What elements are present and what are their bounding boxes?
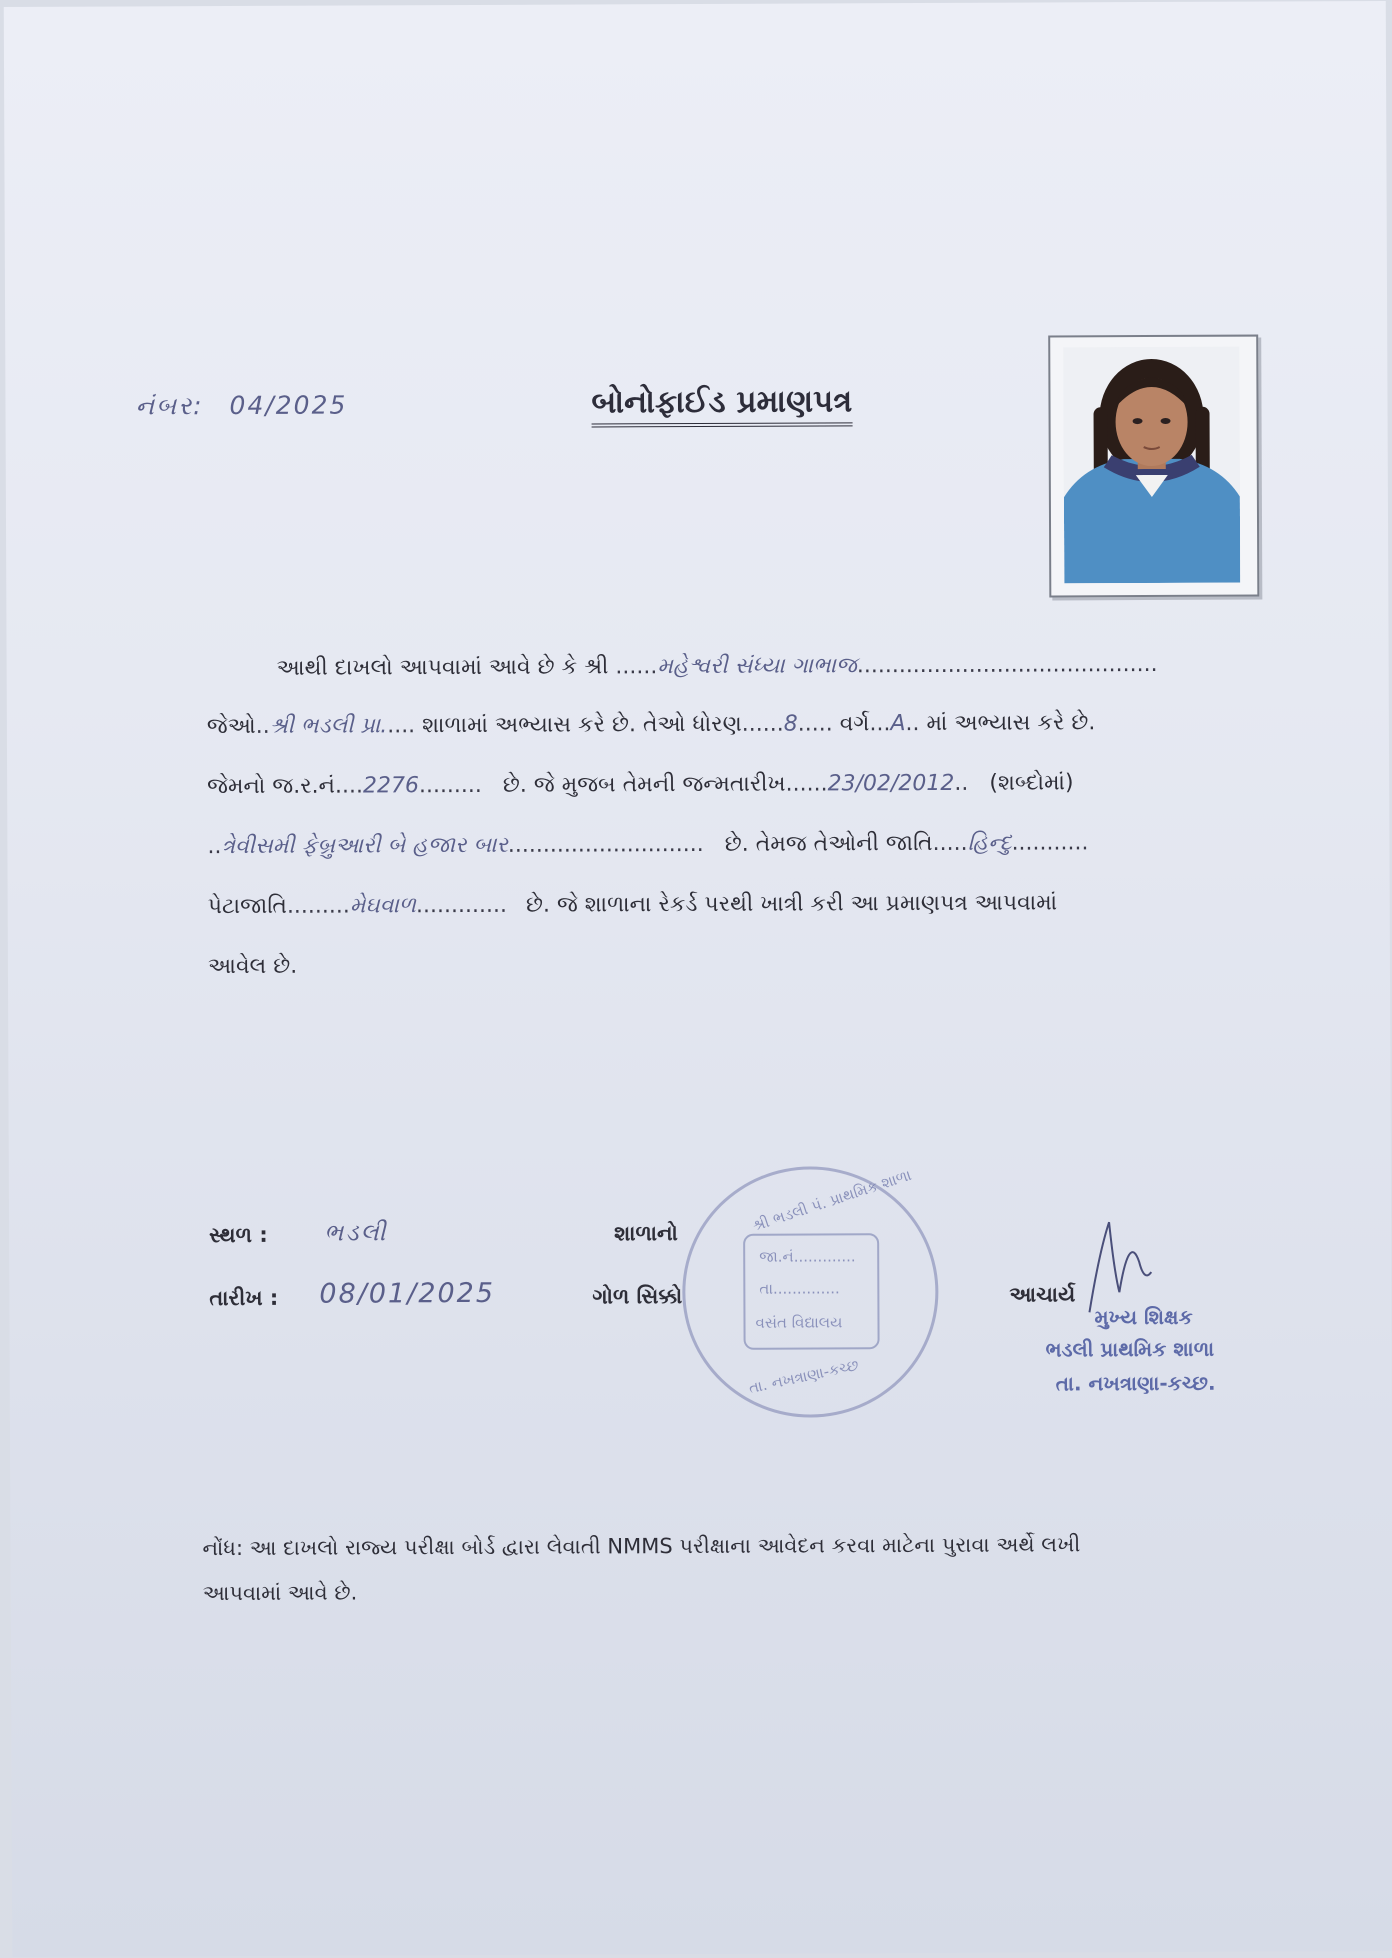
number-label: નંબર: bbox=[135, 391, 204, 421]
line3-suffix: (શબ્દોમાં) bbox=[989, 770, 1074, 796]
note-line-2: આપવામાં આવે છે. bbox=[202, 1580, 358, 1606]
caste-value: હિન્દુ bbox=[967, 830, 1012, 856]
seal-inner-box bbox=[743, 1233, 880, 1350]
line1-prefix: આથી દાખલો આપવામાં આવે છે કે શ્રી bbox=[276, 654, 609, 681]
division-value: A bbox=[890, 711, 906, 737]
seal-label-1: શાળાનો bbox=[614, 1221, 678, 1246]
line3-prefix: જેમનો જ.ર.નં. bbox=[207, 773, 343, 800]
school-round-seal bbox=[682, 1166, 939, 1418]
date-label: તારીખ : bbox=[209, 1285, 279, 1311]
stamp-line-2: ભડલી પ્રાથમિક શાળા bbox=[1045, 1336, 1215, 1362]
page-title: બોનોફાઈડ પ્રમાણપત્ર bbox=[591, 383, 852, 427]
body-line-3: જેમનો જ.ર.નં....2276......... છે. જે મુજબ તેમની જન્મતારીખ......23/02/2012.. (શબ્દોમાં) bbox=[207, 770, 1074, 800]
seal-inner-1: જા.નં............. bbox=[759, 1247, 856, 1266]
line2-suffix: માં અભ્યાસ કરે છે. bbox=[926, 710, 1096, 737]
body-line-5: પેટાજાતિ.........મેઘવાળ............. છે. જે શાળાના રેકર્ડ પરથી ખાત્રી કરી આ પ્રમાણપત્ર આપવામાં bbox=[207, 890, 1058, 920]
line2-class-label: વર્ગ bbox=[839, 711, 870, 737]
line3-mid: છે. જે મુજબ તેમની જન્મતારીખ bbox=[502, 771, 786, 798]
place-value: ભડલી bbox=[324, 1218, 388, 1247]
student-photo bbox=[1048, 335, 1259, 598]
birth-date: 23/02/2012 bbox=[827, 770, 955, 797]
number-value: 04/2025 bbox=[229, 390, 348, 421]
body-line-1: આથી દાખલો આપવામાં આવે છે કે શ્રી ......મહેશ્વરી સંધ્યા ગાભાજ........................................... bbox=[276, 651, 1158, 681]
certificate-number bbox=[135, 391, 347, 422]
seal-outer-text: શ્રી ભડલી પં. પ્રાથમિક શાળા bbox=[750, 1165, 914, 1235]
seal-label-2: ગોળ સિક્કો bbox=[592, 1284, 683, 1309]
date-value: 08/01/2025 bbox=[319, 1277, 496, 1310]
certificate-sheet bbox=[4, 1, 1392, 1957]
line5-prefix: પેટાજાતિ bbox=[207, 893, 287, 920]
seal-inner-2: તા.............. bbox=[759, 1279, 840, 1298]
student-name: મહેશ્વરી સંધ્યા ગાભાજ bbox=[657, 653, 857, 680]
place-label: સ્થળ : bbox=[209, 1222, 268, 1248]
line4-mid: છે. તેમજ તેઓની જાતિ bbox=[724, 830, 933, 857]
birth-date-words: ત્રેવીસમી ફેબ્રુઆરી બે હજાર બાર bbox=[221, 832, 508, 860]
body-line-4: ..ત્રેવીસમી ફેબ્રુઆરી બે હજાર બાર............................ છે. તેમજ તેઓની જાતિ.....હિન્દુ........... bbox=[207, 830, 1089, 860]
school-name: શ્રી ભડલી પ્રા. bbox=[269, 713, 388, 739]
gr-number: 2276 bbox=[362, 773, 419, 799]
body-line-6: આવેલ છે. bbox=[207, 953, 298, 980]
seal-bottom-text: તા. નખત્રાણા-કચ્છ bbox=[747, 1355, 861, 1398]
line2-mid: શાળામાં અભ્યાસ કરે છે. તેઓ ધોરણ bbox=[422, 711, 742, 739]
seal-inner-3: વસંત વિદ્યાલય bbox=[755, 1313, 843, 1332]
student-photo-image bbox=[1063, 347, 1240, 584]
standard-value: 8 bbox=[783, 711, 798, 737]
stamp-line-1: મુખ્ય શિક્ષક bbox=[1094, 1304, 1193, 1330]
line5-suffix: છે. જે શાળાના રેકર્ડ પરથી ખાત્રી કરી આ પ્રમાણપત્ર આપવામાં bbox=[525, 890, 1058, 918]
line2-prefix: જેઓ bbox=[206, 713, 256, 740]
note-line-1: નોંધ: આ દાખલો રાજ્ય પરીક્ષા બોર્ડ દ્વારા લેવાતી NMMS પરીક્ષાના આવેદન કરવા માટેના પુરાવા અર્થે લખી bbox=[202, 1532, 1081, 1561]
body-line-2: જેઓ..શ્રી ભડલી પ્રા..... શાળામાં અભ્યાસ કરે છે. તેઓ ધોરણ......8..... વર્ગ...A.. માં અભ્યાસ કરે છે. bbox=[206, 710, 1096, 740]
stamp-line-3: તા. નખત્રાણા-કચ્છ. bbox=[1055, 1370, 1216, 1396]
sub-caste-value: મેઘવાળ bbox=[349, 893, 417, 919]
principal-label: આચાર્ય bbox=[1009, 1282, 1076, 1307]
